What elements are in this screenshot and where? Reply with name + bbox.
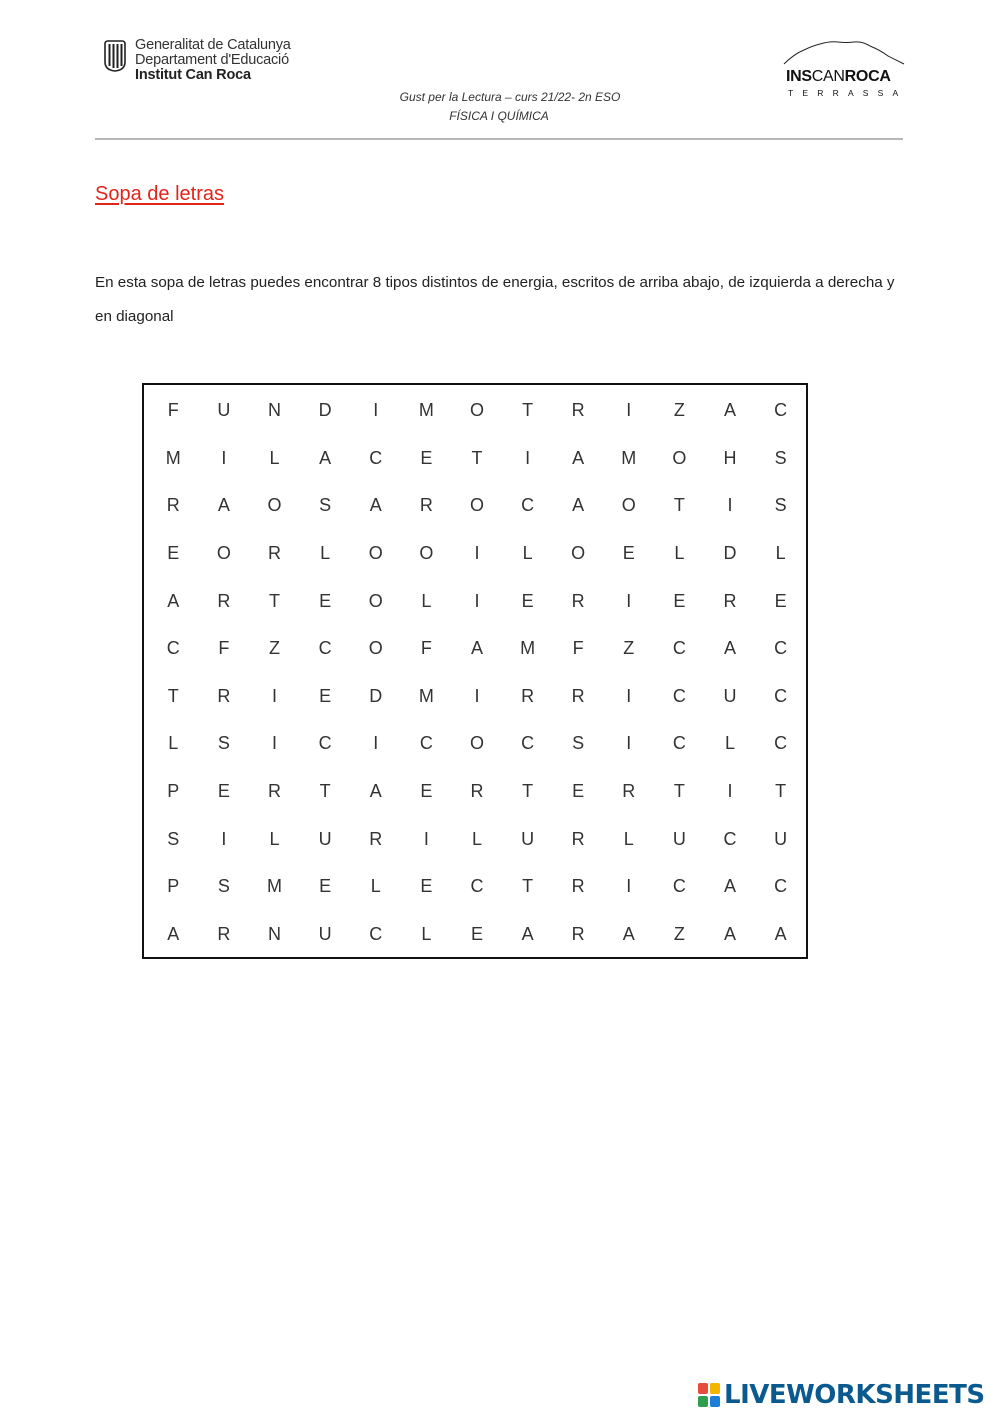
grid-letter[interactable]: U — [723, 685, 737, 706]
grid-letter[interactable]: R — [268, 781, 282, 802]
school-logo — [780, 38, 910, 102]
grid-letter[interactable]: C — [521, 733, 535, 754]
grid-letter[interactable]: L — [269, 828, 280, 849]
grid-letter[interactable]: S — [217, 876, 230, 897]
grid-letter[interactable]: I — [373, 400, 379, 421]
grid-letter[interactable]: I — [626, 685, 632, 706]
grid-row — [144, 387, 806, 435]
grid-row — [144, 720, 806, 768]
grid-letter[interactable]: A — [724, 638, 737, 659]
grid-letter[interactable]: A — [572, 447, 585, 468]
grid-letter[interactable]: A — [319, 447, 332, 468]
grid-letter[interactable]: A — [724, 400, 737, 421]
grid-letter[interactable]: O — [672, 447, 687, 468]
course-info — [300, 88, 720, 126]
grid-letter[interactable]: A — [774, 923, 787, 944]
grid-row — [144, 673, 806, 721]
grid-row — [144, 482, 806, 530]
grid-letter[interactable]: O — [571, 543, 586, 564]
grid-letter[interactable]: M — [165, 447, 181, 468]
grid-letter[interactable]: I — [272, 733, 278, 754]
grid-letter[interactable]: N — [268, 923, 282, 944]
grid-letter[interactable]: O — [267, 495, 282, 516]
grid-letter[interactable]: C — [419, 733, 433, 754]
grid-letter[interactable]: I — [474, 685, 480, 706]
grid-row — [144, 863, 806, 911]
school-city: TERRASSA — [788, 88, 908, 98]
worksheet-title: Sopa de letras — [95, 183, 224, 205]
grid-letter[interactable]: A — [167, 590, 180, 611]
header-divider — [95, 138, 903, 140]
grid-letter[interactable]: O — [216, 543, 231, 564]
grid-letter[interactable]: D — [723, 543, 737, 564]
school-name-ins: INS — [786, 68, 812, 85]
grid-letter[interactable]: L — [623, 828, 634, 849]
grid-letter[interactable]: T — [673, 495, 685, 516]
grid-letter[interactable]: T — [269, 590, 281, 611]
grid-letter[interactable]: C — [672, 733, 686, 754]
grid-letter[interactable]: R — [217, 685, 231, 706]
grid-letter[interactable]: M — [520, 638, 536, 659]
grid-letter[interactable]: E — [319, 590, 332, 611]
grid-letter[interactable]: U — [318, 828, 332, 849]
grid-letter[interactable]: C — [723, 828, 737, 849]
grid-letter[interactable]: R — [268, 543, 282, 564]
grid-letter[interactable]: A — [572, 495, 585, 516]
grid-letter[interactable]: L — [168, 733, 179, 754]
grid-letter[interactable]: L — [269, 447, 280, 468]
grid-letter[interactable]: M — [418, 685, 434, 706]
grid-letter[interactable]: E — [673, 590, 686, 611]
grid-letter[interactable]: E — [420, 781, 433, 802]
grid-letter[interactable]: T — [522, 876, 534, 897]
grid-letter[interactable]: I — [272, 685, 278, 706]
grid-letter[interactable]: U — [318, 923, 332, 944]
grid-letter[interactable]: U — [217, 400, 231, 421]
grid-letter[interactable]: S — [167, 828, 180, 849]
grid-letter[interactable]: U — [672, 828, 686, 849]
grid-letter[interactable]: D — [318, 400, 332, 421]
grid-letter[interactable]: Z — [673, 923, 685, 944]
grid-letter[interactable]: I — [727, 495, 733, 516]
grid-letter[interactable]: S — [319, 495, 332, 516]
grid-letter[interactable]: E — [521, 590, 534, 611]
grid-letter[interactable]: U — [774, 828, 788, 849]
grid-letter[interactable]: P — [167, 876, 180, 897]
grid-letter[interactable]: A — [470, 638, 483, 659]
grid-letter[interactable]: R — [571, 590, 585, 611]
grid-letter[interactable]: F — [167, 400, 179, 421]
grid-letter[interactable]: I — [474, 543, 480, 564]
grid-letter[interactable]: T — [167, 685, 179, 706]
grid-letter[interactable]: S — [217, 733, 230, 754]
grid-letter[interactable]: O — [368, 590, 383, 611]
grid-letter[interactable]: O — [368, 543, 383, 564]
grid-letter[interactable]: I — [626, 876, 632, 897]
school-name-can: CAN — [811, 68, 845, 85]
grid-letter[interactable]: R — [419, 495, 433, 516]
grid-letter[interactable]: Z — [673, 400, 685, 421]
grid-letter[interactable]: R — [166, 495, 180, 516]
grid-letter[interactable]: O — [419, 543, 434, 564]
grid-letter[interactable]: F — [218, 638, 230, 659]
grid-letter[interactable]: E — [470, 923, 483, 944]
grid-letter[interactable]: E — [774, 590, 787, 611]
grid-letter[interactable]: U — [521, 828, 535, 849]
grid-letter[interactable]: O — [469, 733, 484, 754]
grid-letter[interactable]: R — [571, 876, 585, 897]
grid-letter[interactable]: N — [268, 400, 282, 421]
grid-letter[interactable]: I — [221, 447, 227, 468]
grid-row — [144, 530, 806, 578]
grid-letter[interactable]: E — [420, 876, 433, 897]
grid-letter[interactable]: C — [774, 733, 788, 754]
grid-letter[interactable]: S — [774, 447, 787, 468]
grid-letter[interactable]: A — [622, 923, 635, 944]
grid-letter[interactable]: C — [672, 876, 686, 897]
grid-letter[interactable]: S — [774, 495, 787, 516]
grid-row — [144, 577, 806, 625]
grid-letter[interactable]: E — [572, 781, 585, 802]
grid-letter[interactable]: E — [622, 543, 635, 564]
grid-letter[interactable]: L — [775, 543, 786, 564]
grid-letter[interactable]: I — [727, 781, 733, 802]
gencat-header — [103, 38, 291, 83]
grid-letter[interactable]: H — [723, 447, 737, 468]
grid-letter[interactable]: F — [572, 638, 584, 659]
school-name — [786, 68, 891, 86]
grid-row — [144, 815, 806, 863]
grid-letter[interactable]: L — [522, 543, 533, 564]
grid-row — [144, 768, 806, 816]
org-institute: Institut Can Roca — [135, 67, 251, 83]
grid-letter[interactable]: L — [421, 590, 432, 611]
grid-letter[interactable]: E — [319, 685, 332, 706]
grid-letter[interactable]: L — [725, 733, 736, 754]
grid-letter[interactable]: C — [369, 923, 383, 944]
grid-letter[interactable]: R — [571, 400, 585, 421]
grid-letter[interactable]: T — [319, 781, 331, 802]
grid-letter[interactable]: R — [217, 590, 231, 611]
grid-letter[interactable]: M — [621, 447, 637, 468]
mountain-icon — [780, 38, 910, 68]
grid-letter[interactable]: I — [626, 590, 632, 611]
grid-letter[interactable]: T — [471, 447, 483, 468]
grid-letter[interactable]: L — [320, 543, 331, 564]
grid-letter[interactable]: M — [418, 400, 434, 421]
grid-letter[interactable]: L — [370, 876, 381, 897]
grid-letter[interactable]: O — [368, 638, 383, 659]
grid-row — [144, 625, 806, 673]
grid-letter[interactable]: P — [167, 781, 180, 802]
grid-letter[interactable]: I — [423, 828, 429, 849]
liveworksheets-brand — [698, 1380, 985, 1410]
grid-letter[interactable]: L — [674, 543, 685, 564]
grid-letter[interactable]: C — [774, 638, 788, 659]
org-department: Departament d'Educació — [135, 52, 289, 68]
grid-letter[interactable]: E — [319, 876, 332, 897]
grid-letter[interactable]: L — [471, 828, 482, 849]
word-search-grid — [142, 383, 808, 959]
generalitat-logo-icon — [103, 40, 127, 72]
grid-letter[interactable]: M — [267, 876, 283, 897]
grid-letter[interactable]: T — [775, 781, 787, 802]
grid-letter[interactable]: L — [421, 923, 432, 944]
grid-letter[interactable]: C — [369, 447, 383, 468]
liveworksheets-logo-icon — [698, 1383, 720, 1407]
grid-row — [144, 435, 806, 483]
grid-letter[interactable]: I — [221, 828, 227, 849]
grid-row — [144, 911, 806, 959]
liveworksheets-text: LIVEWORKSHEETS — [724, 1380, 985, 1410]
grid-letter[interactable]: A — [724, 923, 737, 944]
grid-letter[interactable]: T — [522, 400, 534, 421]
grid-letter[interactable]: E — [217, 781, 230, 802]
grid-letter[interactable]: R — [622, 781, 636, 802]
grid-letter[interactable]: C — [318, 733, 332, 754]
grid-letter[interactable]: A — [369, 495, 382, 516]
grid-letter[interactable]: A — [724, 876, 737, 897]
school-name-roca: ROCA — [844, 68, 891, 85]
grid-letter[interactable]: O — [621, 495, 636, 516]
subject-line: FÍSICA I QUÍMICA — [449, 109, 549, 123]
grid-letter[interactable]: A — [521, 923, 534, 944]
grid-letter[interactable]: S — [572, 733, 585, 754]
grid-letter[interactable]: E — [420, 447, 433, 468]
grid-letter[interactable]: E — [167, 543, 180, 564]
grid-letter[interactable]: I — [626, 733, 632, 754]
grid-letter[interactable]: R — [571, 685, 585, 706]
grid-letter[interactable]: A — [369, 781, 382, 802]
org-name: Generalitat de Catalunya — [135, 37, 291, 53]
grid-letter[interactable]: A — [217, 495, 230, 516]
grid-letter[interactable]: C — [774, 876, 788, 897]
grid-letter[interactable]: R — [571, 923, 585, 944]
grid-letter[interactable]: C — [521, 495, 535, 516]
grid-letter[interactable]: R — [723, 590, 737, 611]
grid-letter[interactable]: C — [318, 638, 332, 659]
grid-letter[interactable]: C — [470, 876, 484, 897]
grid-letter[interactable]: I — [525, 447, 531, 468]
grid-letter[interactable]: C — [166, 638, 180, 659]
grid-letter[interactable]: D — [369, 685, 383, 706]
grid-letter[interactable]: I — [474, 590, 480, 611]
grid-letter[interactable]: C — [774, 400, 788, 421]
grid-letter[interactable]: Z — [269, 638, 281, 659]
grid-letter[interactable]: O — [469, 495, 484, 516]
grid-letter[interactable]: O — [469, 400, 484, 421]
grid-letter[interactable]: I — [626, 400, 632, 421]
grid-letter[interactable]: I — [373, 733, 379, 754]
grid-letter[interactable]: F — [420, 638, 432, 659]
grid-letter[interactable]: R — [571, 828, 585, 849]
grid-letter[interactable]: A — [167, 923, 180, 944]
course-line: Gust per la Lectura – curs 21/22- 2n ESO — [399, 90, 621, 104]
grid-letter[interactable]: C — [672, 685, 686, 706]
grid-letter[interactable]: R — [369, 828, 383, 849]
grid-letter[interactable]: T — [522, 781, 534, 802]
grid-letter[interactable]: T — [673, 781, 685, 802]
worksheet-instructions: En esta sopa de letras puedes encontrar 8 tipos distintos de energia, escritos de arriba abajo, de izquierda a derecha y en diagonal — [95, 274, 895, 325]
grid-letter[interactable]: Z — [623, 638, 635, 659]
grid-letter[interactable]: C — [672, 638, 686, 659]
grid-letter[interactable]: R — [521, 685, 535, 706]
grid-letter[interactable]: R — [470, 781, 484, 802]
grid-letter[interactable]: C — [774, 685, 788, 706]
grid-letter[interactable]: R — [217, 923, 231, 944]
